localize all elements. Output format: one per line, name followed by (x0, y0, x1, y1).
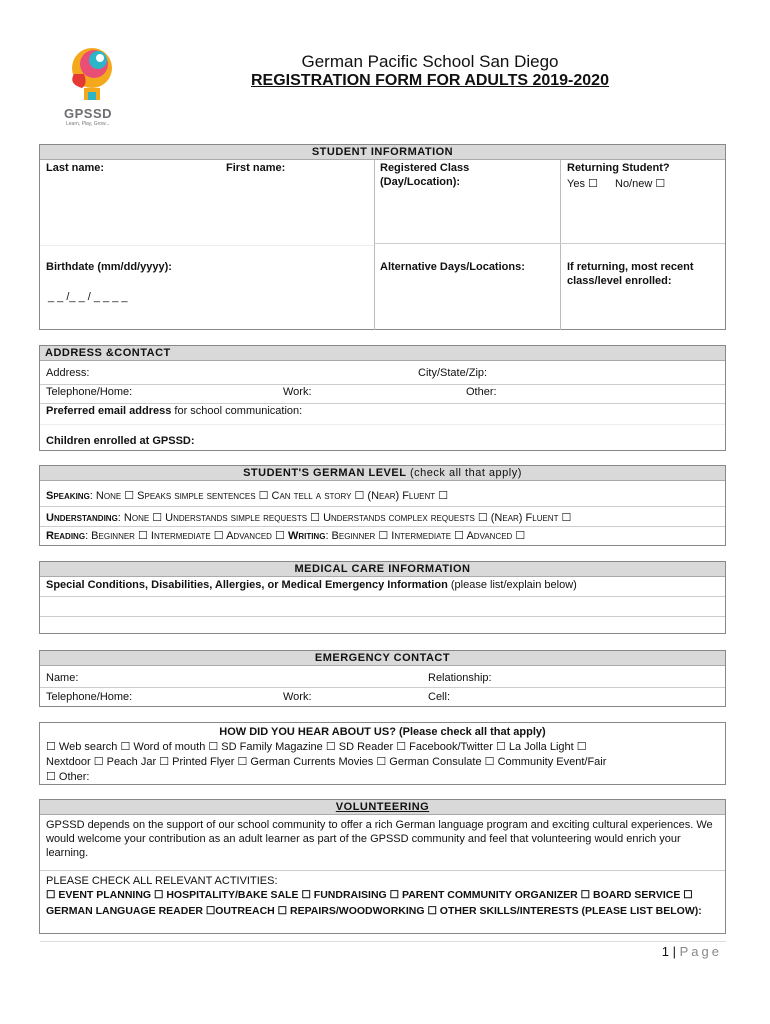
footer-rule (40, 941, 726, 942)
how-did-you-hear-section (39, 722, 726, 785)
medical-label-bold: Special Conditions, Disabilities, Allergies, or Medical Emergency Information (46, 579, 448, 591)
emergency-relationship-label: Relationship: (428, 672, 492, 684)
children-enrolled-label: Children enrolled at GPSSD: (46, 435, 195, 447)
speaking-label: Speaking (46, 490, 90, 502)
logo-tagline: Learn, Play, Grow... (66, 121, 110, 127)
page-title: German Pacific School San Diego (301, 52, 559, 71)
german-level-header-bold: STUDENT'S GERMAN LEVEL (243, 467, 407, 479)
returning-yes-checkbox[interactable]: Yes ☐ (567, 178, 598, 190)
hear-options-line-1[interactable]: ☐ Web search ☐ Word of mouth ☐ SD Family Magazine ☐ SD Reader ☐ Facebook/Twitter ☐ La Jolla Light ☐ (46, 741, 587, 753)
medical-label-rest: (please list/explain below) (447, 579, 577, 591)
volunteer-check-label: PLEASE CHECK ALL RELEVANT ACTIVITIES: (46, 875, 278, 887)
logo-text: GPSSD (64, 106, 113, 121)
reading-writing-row (46, 529, 525, 542)
city-state-zip-label: City/State/Zip: (418, 367, 488, 379)
volunteering-paragraph: GPSSD depends on the support of our school community to offer a rich German language program and exciting cultural experiences. We would welcome your contribution as an adult learner as part of the GPSSD community and feel that volunteering would enrich your learning. (46, 819, 713, 859)
reading-label: Reading (46, 530, 86, 542)
other-phone-label: Other: (466, 386, 497, 398)
speaking-options[interactable]: : None ☐ Speaks simple sentences ☐ Can tell a story ☐ (Near) Fluent ☐ (89, 490, 449, 502)
how-did-you-hear-header: HOW DID YOU HEAR ABOUT US? (Please check all that apply) (219, 726, 546, 738)
emergency-telephone-label: Telephone/Home: (46, 691, 133, 703)
medical-label (46, 579, 577, 591)
volunteer-options-line-1[interactable]: ☐ EVENT PLANNING ☐ HOSPITALITY/BAKE SALE ☐ FUNDRAISING ☐ PARENT COMMUNITY ORGANIZER ☐ BOARD SERVICE ☐ (46, 889, 693, 901)
emergency-name-label: Name: (46, 672, 79, 684)
emergency-cell-label: Cell: (428, 691, 451, 703)
telephone-home-label: Telephone/Home: (46, 386, 133, 398)
speaking-row (46, 489, 448, 502)
volunteering-header: VOLUNTEERING (40, 800, 725, 815)
registered-class-label-2: (Day/Location): (380, 176, 461, 188)
page-separator: | (669, 944, 680, 959)
returning-no-checkbox[interactable]: No/new ☐ (615, 178, 666, 190)
german-level-header-rest: (check all that apply) (406, 467, 522, 479)
german-level-header (40, 466, 725, 481)
hear-options-line-2[interactable]: Nextdoor ☐ Peach Jar ☐ Printed Flyer ☐ German Currents Movies ☐ German Consulate ☐ Community Event/Fair (46, 756, 607, 768)
work-phone-label: Work: (283, 386, 312, 398)
german-level-section (39, 465, 726, 546)
reading-options[interactable]: : Beginner ☐ Intermediate ☐ Advanced ☐ (85, 530, 288, 542)
page-word: Page (679, 944, 722, 959)
address-label: Address: (46, 367, 90, 379)
birthdate-blank[interactable]: _ _ /_ _ / _ _ _ _ (48, 291, 128, 303)
address-contact-section (39, 345, 726, 451)
student-information-header: STUDENT INFORMATION (40, 145, 725, 160)
email-label-rest: for school communication: (171, 405, 303, 417)
emergency-contact-header: EMERGENCY CONTACT (40, 651, 725, 666)
last-name-label: Last name: (46, 162, 105, 174)
alternative-days-label: Alternative Days/Locations: (380, 261, 525, 273)
emergency-contact-section (39, 650, 726, 707)
registered-class-label: Registered Class (380, 162, 470, 174)
page-footer (662, 944, 722, 959)
recent-class-label: If returning, most recent (567, 261, 694, 273)
writing-label: Writing (287, 530, 326, 542)
writing-options[interactable]: : Beginner ☐ Intermediate ☐ Advanced ☐ (325, 530, 526, 542)
volunteer-options-line-2[interactable]: GERMAN LANGUAGE READER ☐OUTREACH ☐ REPAIRS/WOODWORKING ☐ OTHER SKILLS/INTERESTS (PLEASE LIST BELOW): (46, 905, 702, 917)
email-label (46, 405, 302, 417)
recent-class-label-2: class/level enrolled: (567, 275, 672, 287)
email-label-bold: Preferred email address (46, 405, 172, 417)
hear-other-option[interactable]: ☐ Other: (46, 771, 90, 783)
emergency-work-label: Work: (283, 691, 312, 703)
returning-student-label: Returning Student? (567, 162, 670, 174)
page-subtitle: REGISTRATION FORM FOR ADULTS 2019-2020 (251, 72, 609, 89)
student-information-section (39, 144, 726, 330)
medical-care-header: MEDICAL CARE INFORMATION (40, 562, 725, 577)
medical-care-section (39, 561, 726, 634)
address-contact-header: ADDRESS &CONTACT (40, 346, 725, 361)
understanding-label: Understanding (46, 512, 118, 524)
first-name-label: First name: (226, 162, 286, 174)
page-number: 1 (661, 944, 670, 959)
birthdate-label: Birthdate (mm/dd/yyyy): (46, 261, 172, 273)
understanding-options[interactable]: : None ☐ Understands simple requests ☐ Understands complex requests ☐ (Near) Fluent ☐ (117, 512, 572, 524)
understanding-row (46, 511, 571, 524)
volunteering-section (39, 799, 726, 934)
